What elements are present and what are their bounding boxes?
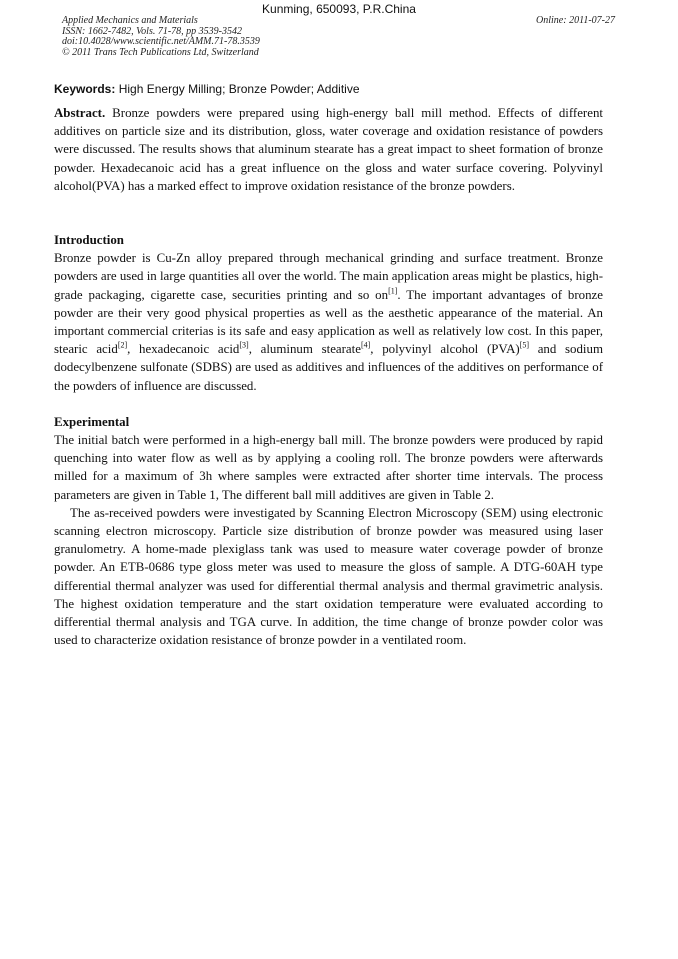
keywords-line xyxy=(54,82,624,96)
experimental-heading: Experimental xyxy=(54,414,130,429)
paper-body xyxy=(54,104,603,649)
intro-text-1: Bronze powder is Cu-Zn alloy prepared through mechanical grinding and surface treatment. Bronze powders are used in large quantities all over the world. The main application areas might be plastics, high-grade packaging, cigarette case, securities printing and so on xyxy=(54,251,604,302)
abstract-paragraph xyxy=(54,104,603,195)
intro-text-5: , polyvinyl alcohol (PVA) xyxy=(370,342,520,357)
citation-2: [2] xyxy=(117,340,128,350)
intro-text-4: , aluminum stearate xyxy=(248,342,361,357)
introduction-heading: Introduction xyxy=(54,233,124,248)
experimental-paragraph-1: The initial batch were performed in a high-energy ball mill. The bronze powders were produced by rapid quenching into water flow as well as by applying a cooling roll. The bronze powders were afterwards milled for a maximum of 3h where samples were extracted after shorter time intervals. The process parameters are given in Table 1, The different ball mill additives are given in Table 2. xyxy=(54,433,603,502)
affiliation-line: Kunming, 650093, P.R.China xyxy=(262,2,416,16)
journal-header xyxy=(62,16,260,58)
experimental-paragraph-2: The as-received powders were investigated by Scanning Electron Microscopy (SEM) using electronic scanning electron microscopy. Particle size distribution of bronze powder was measured using laser granulometry. A home-made plexiglass tank was used to measure water coverage powder of bronze powder. An ETB-0686 type gloss meter was used to measure the gloss of sample. A DTG-60AH type differential thermal analyzer was used for differential thermal analysis and thermal gravimetric analysis. The highest oxidation temperature and the start oxidation temperature were evaluated according to differential thermal analysis and TGA curve. In addition, the time change of bronze powder color was used to characterize oxidation resistance of bronze powder in a ventilated room. xyxy=(54,505,603,648)
intro-text-3: , hexadecanoic acid xyxy=(127,342,240,357)
keywords-text: High Energy Milling; Bronze Powder; Additive xyxy=(118,82,360,96)
citation-5: [5] xyxy=(519,340,529,350)
keywords-label: Keywords: xyxy=(54,82,116,96)
intro-text-6: and sodium dodecylbenzene sulfonate (SDBS) are used as additives and influences of the additives on performance of the powders of influence are discussed. xyxy=(54,342,603,393)
citation-1: [1] xyxy=(388,286,398,296)
journal-copyright: © 2011 Trans Tech Publications Ltd, Switzerland xyxy=(62,46,259,58)
citation-3: [3] xyxy=(239,340,249,350)
intro-text-2: . The important advantages of bronze powder are their very good physical properties as well as the aesthetic appearance of the material. An important commercial criterias is its safe and easy application as well as relatively low cost. In this paper, stearic acid xyxy=(54,287,603,357)
journal-issn: ISSN: 1662-7482, Vols. 71-78, pp 3539-3542 xyxy=(62,25,242,37)
abstract-label: Abstract. xyxy=(54,106,106,120)
journal-name: Applied Mechanics and Materials xyxy=(62,15,198,26)
citation-4: [4] xyxy=(360,340,371,350)
online-date: Online: 2011-07-27 xyxy=(536,15,615,26)
journal-doi: doi:10.4028/www.scientific.net/AMM.71-78.3539 xyxy=(62,36,260,48)
abstract-text: Bronze powders were prepared using high-energy ball mill method. Effects of different additives on particle size and its distribution, gloss, water coverage and oxidation resistance of powders were discussed. The results shows that aluminum stearate has a great impact to sheet formation of bronze powder. Hexadecanoic acid has a great influence on the gloss and water surface covering. Polyvinyl alcohol(PVA) has a marked effect to improve oxidation resistance of the bronze powders. xyxy=(54,106,603,193)
introduction-paragraph xyxy=(54,249,603,395)
